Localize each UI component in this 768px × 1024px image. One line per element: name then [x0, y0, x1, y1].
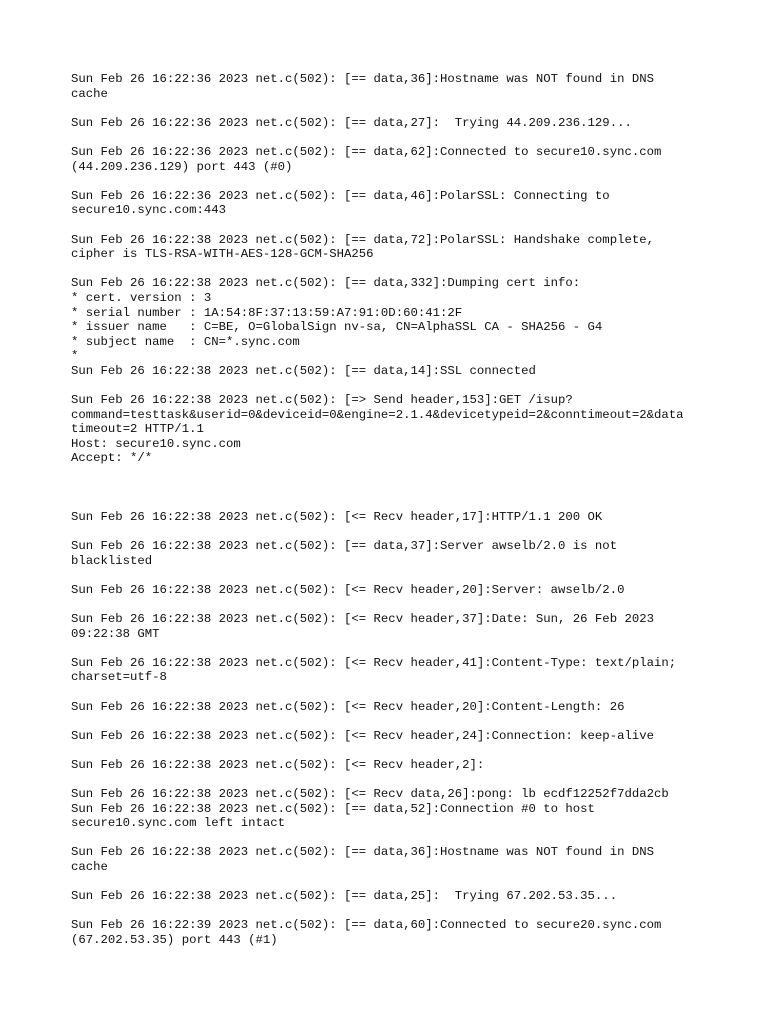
log-blank-line — [71, 495, 731, 510]
log-blank-line — [71, 378, 731, 393]
log-line: Sun Feb 26 16:22:36 2023 net.c(502): [== data,46]:PolarSSL: Connecting to — [71, 188, 610, 203]
log-line: Sun Feb 26 16:22:38 2023 net.c(502): [== data,52]:Connection #0 to host — [71, 801, 595, 816]
log-line: (44.209.236.129) port 443 (#0) — [71, 159, 293, 174]
log-line: (67.202.53.35) port 443 (#1) — [71, 933, 278, 948]
log-blank-line — [71, 904, 731, 919]
log-line: Sun Feb 26 16:22:39 2023 net.c(502): [== data,60]:Connected to secure20.sync.com — [71, 918, 662, 933]
log-line: * subject name : CN=*.sync.com — [71, 334, 300, 349]
log-blank-line — [71, 130, 731, 145]
log-line: Sun Feb 26 16:22:38 2023 net.c(502): [<= Recv header,17]:HTTP/1.1 200 OK — [71, 509, 603, 524]
log-blank-line — [71, 218, 731, 233]
log-line: Sun Feb 26 16:22:38 2023 net.c(502): [== data,332]:Dumping cert info: — [71, 276, 581, 291]
log-blank-line — [71, 568, 731, 583]
log-line: command=testtask&userid=0&deviceid=0&engine=2.1.4&devicetypeid=2&conntimeout=2&data — [71, 407, 684, 422]
log-blank-line — [71, 262, 731, 277]
log-blank-line — [71, 641, 731, 656]
log-line: blacklisted — [71, 553, 153, 568]
log-blank-line — [71, 481, 731, 496]
log-blank-line — [71, 174, 731, 189]
log-blank-line — [71, 831, 731, 846]
log-line: Sun Feb 26 16:22:38 2023 net.c(502): [== data,25]: Trying 67.202.53.35... — [71, 889, 618, 904]
log-line: * serial number : 1A:54:8F:37:13:59:A7:91:0D:60:41:2F — [71, 305, 463, 320]
log-line: secure10.sync.com:443 — [71, 203, 226, 218]
log-line: Accept: */* — [71, 451, 153, 466]
log-blank-line — [71, 743, 731, 758]
log-blank-line — [71, 466, 731, 481]
log-line: Sun Feb 26 16:22:38 2023 net.c(502): [== data,37]:Server awselb/2.0 is not — [71, 539, 618, 553]
log-line: Sun Feb 26 16:22:38 2023 net.c(502): [<= Recv header,2]: — [71, 757, 485, 772]
log-blank-line — [71, 875, 731, 890]
log-blank-line — [71, 714, 731, 729]
log-line: timeout=2 HTTP/1.1 — [71, 422, 204, 437]
log-line: Sun Feb 26 16:22:36 2023 net.c(502): [== data,36]:Hostname was NOT found in DNS — [71, 72, 654, 86]
log-blank-line — [71, 524, 731, 539]
log-line: cipher is TLS-RSA-WITH-AES-128-GCM-SHA256 — [71, 247, 374, 262]
log-line: Sun Feb 26 16:22:36 2023 net.c(502): [== data,27]: Trying 44.209.236.129... — [71, 115, 632, 130]
log-line: * issuer name : C=BE, O=GlobalSign nv-sa, CN=AlphaSSL CA - SHA256 - G4 — [71, 320, 603, 335]
log-line: Sun Feb 26 16:22:38 2023 net.c(502): [== data,36]:Hostname was NOT found in DNS — [71, 845, 654, 860]
log-line: * cert. version : 3 — [71, 290, 212, 305]
log-line: Host: secure10.sync.com — [71, 436, 241, 451]
log-line: Sun Feb 26 16:22:38 2023 net.c(502): [<= Recv header,20]:Content-Length: 26 — [71, 699, 625, 714]
log-blank-line — [71, 597, 731, 612]
log-line: Sun Feb 26 16:22:38 2023 net.c(502): [== data,14]:SSL connected — [71, 363, 536, 378]
log-document — [71, 72, 731, 948]
log-line: * — [71, 349, 79, 364]
log-line: Sun Feb 26 16:22:38 2023 net.c(502): [<= Recv header,37]:Date: Sun, 26 Feb 2023 — [71, 611, 654, 626]
log-line: Sun Feb 26 16:22:38 2023 net.c(502): [<= Recv data,26]:pong: lb ecdf12252f7dda2cb — [71, 787, 669, 802]
log-line: charset=utf-8 — [71, 670, 167, 685]
log-line: Sun Feb 26 16:22:38 2023 net.c(502): [<= Recv header,24]:Connection: keep-alive — [71, 728, 654, 743]
log-line: Sun Feb 26 16:22:38 2023 net.c(502): [<= Recv header,41]:Content-Type: text/plain; — [71, 655, 677, 670]
log-blank-line — [71, 101, 731, 116]
log-line: cache — [71, 86, 108, 101]
log-line: secure10.sync.com left intact — [71, 816, 286, 831]
log-line: Sun Feb 26 16:22:38 2023 net.c(502): [== data,72]:PolarSSL: Handshake complete, — [71, 232, 654, 247]
log-line: Sun Feb 26 16:22:36 2023 net.c(502): [== data,62]:Connected to secure10.sync.com — [71, 144, 662, 159]
log-line: 09:22:38 GMT — [71, 626, 160, 641]
log-line: cache — [71, 860, 108, 875]
log-blank-line — [71, 773, 731, 788]
log-blank-line — [71, 685, 731, 700]
log-line: Sun Feb 26 16:22:38 2023 net.c(502): [=> Send header,153]:GET /isup? — [71, 393, 573, 408]
log-line: Sun Feb 26 16:22:38 2023 net.c(502): [<= Recv header,20]:Server: awselb/2.0 — [71, 582, 625, 597]
